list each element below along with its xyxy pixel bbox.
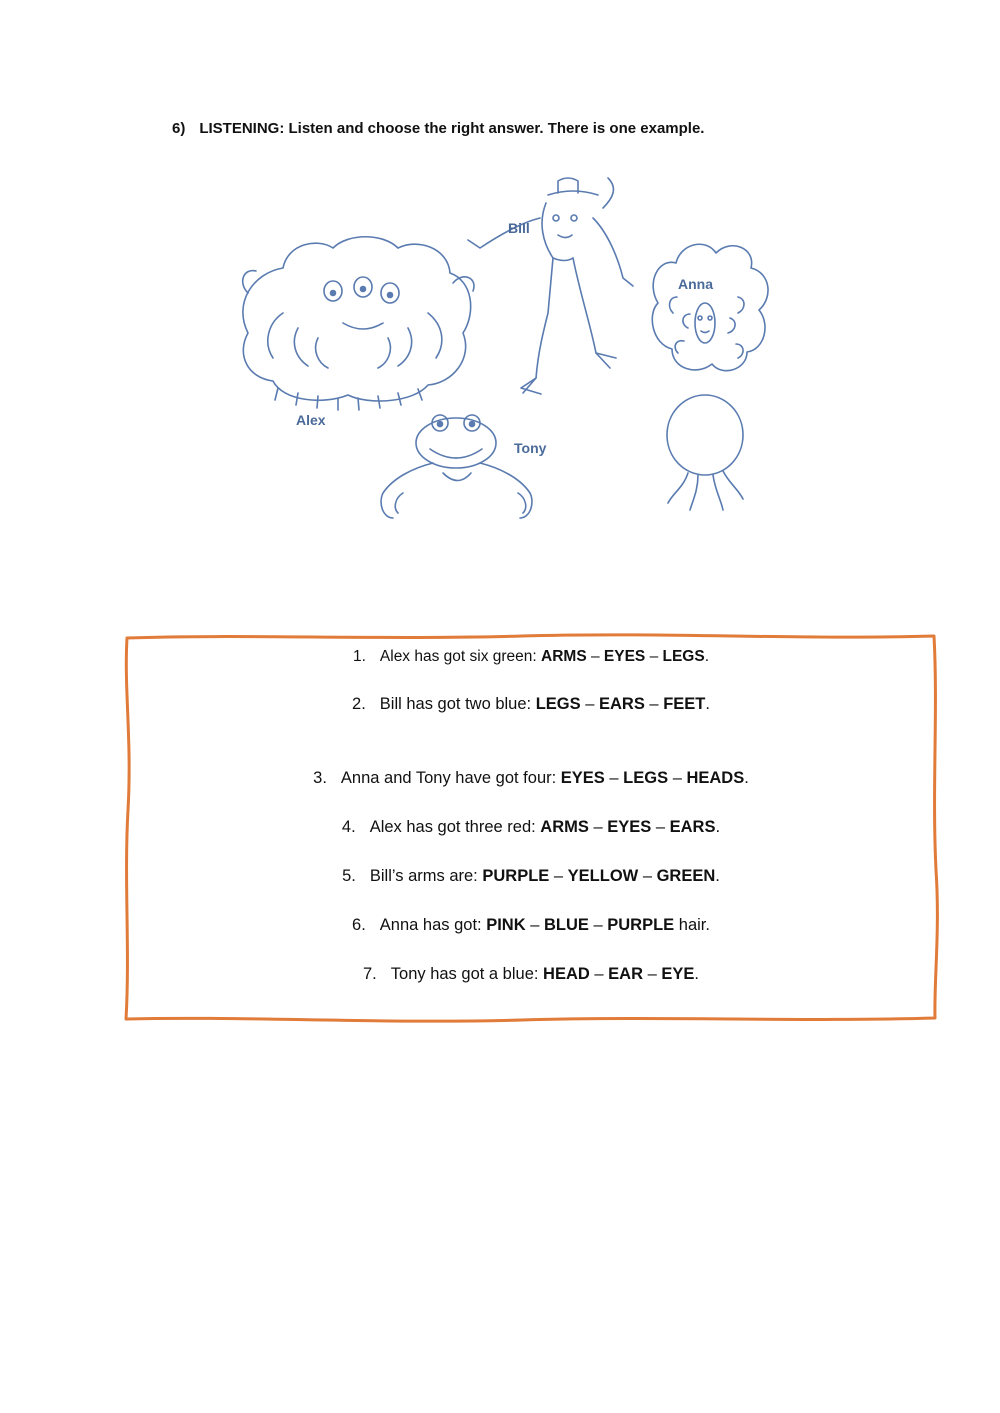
label-alex: Alex: [296, 412, 326, 428]
option[interactable]: YELLOW: [567, 867, 639, 885]
option[interactable]: EARS: [669, 818, 716, 836]
option[interactable]: LEGS: [535, 695, 581, 713]
exercise-instruction: LISTENING: Listen and choose the right answer. There is one example.: [199, 120, 705, 137]
option[interactable]: HEAD: [543, 965, 590, 983]
option[interactable]: EYES: [603, 648, 646, 665]
option[interactable]: BLUE: [543, 916, 589, 934]
question-1: 1. Alex has got six green: ARMS – EYES – LEGS.: [352, 648, 710, 665]
exercise-heading: [172, 120, 704, 137]
option[interactable]: EYE: [661, 965, 695, 983]
option[interactable]: HEADS: [686, 769, 745, 787]
option[interactable]: PURPLE: [482, 867, 550, 885]
question-3: 3. Anna and Tony have got four: EYES – LEGS – HEADS.: [313, 769, 749, 787]
tony-monster: [381, 415, 532, 518]
questions-box: [122, 630, 940, 1025]
monsters-illustration: [218, 163, 783, 538]
question-2: 2. Bill has got two blue: LEGS – EARS – FEET.: [352, 695, 710, 713]
option[interactable]: ARMS: [540, 818, 589, 836]
option[interactable]: EAR: [608, 965, 644, 983]
question-6: 6. Anna has got: PINK – BLUE – PURPLE hair.: [352, 916, 710, 934]
option[interactable]: EYES: [607, 818, 652, 836]
option[interactable]: ARMS: [541, 648, 587, 665]
alex-monster: [243, 237, 474, 410]
option[interactable]: EYES: [560, 769, 605, 787]
option[interactable]: LEGS: [662, 648, 705, 665]
option[interactable]: LEGS: [623, 769, 669, 787]
question-5: 5. Bill’s arms are: PURPLE – YELLOW – GREEN.: [342, 867, 720, 885]
option[interactable]: GREEN: [656, 867, 716, 885]
question-7: 7. Tony has got a blue: HEAD – EAR – EYE.: [363, 965, 699, 983]
monsters-drawing: [218, 163, 783, 538]
label-bill: Bill: [508, 220, 530, 236]
exercise-number: 6): [172, 120, 186, 137]
question-4: 4. Alex has got three red: ARMS – EYES – EARS.: [341, 818, 721, 836]
label-tony: Tony: [514, 440, 547, 456]
option[interactable]: EARS: [599, 695, 645, 713]
option[interactable]: FEET: [663, 695, 706, 713]
label-anna: Anna: [678, 276, 713, 292]
option[interactable]: PINK: [486, 916, 526, 934]
option[interactable]: PURPLE: [607, 916, 675, 934]
bill-monster: [468, 178, 633, 394]
